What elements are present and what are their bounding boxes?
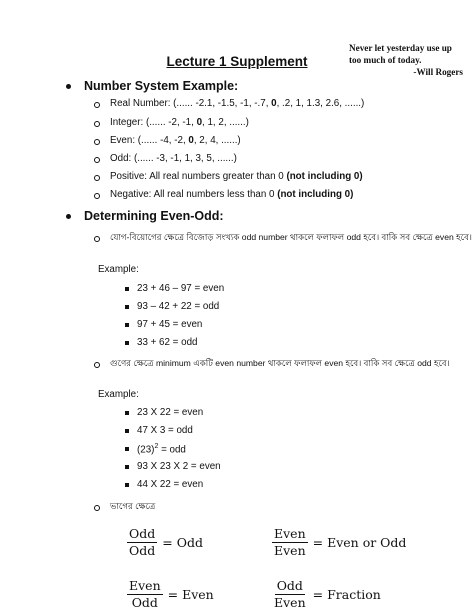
fraction-numerator: Even (129, 578, 161, 593)
bullet-circle (94, 193, 100, 199)
integer-item (110, 117, 249, 128)
addition-rule: যোগ-বিয়োগের ক্ষেত্রে বিজোড় সংখ্যক odd number থাকলে ফলাফল odd হবে। বাকি সব ক্ষেত্রে even হবে। (110, 232, 472, 242)
fraction-denominator: Even (274, 543, 306, 558)
power-base: (23) (137, 444, 155, 456)
example-line: 23 + 46 – 97 = even (137, 283, 225, 294)
power-result: = odd (158, 444, 186, 456)
positive-item (110, 171, 363, 182)
bullet-square (125, 483, 129, 487)
bullet-circle (94, 102, 100, 108)
example-line: 23 X 22 = even (137, 407, 204, 418)
item-text: Integer: (...... -2, -1, (110, 117, 197, 128)
multiplication-rule: গুণের ক্ষেত্রে minimum একটি even number থাকলে ফলাফল even হবে। বাকি সব ক্ষেত্রে odd হবে। (110, 358, 450, 368)
bullet-circle (94, 157, 100, 163)
page-title: Lecture 1 Supplement (166, 54, 308, 69)
item-text: Positive: All real numbers greater than 0 (110, 171, 287, 182)
even-item (110, 135, 241, 146)
bullet-square (125, 287, 129, 291)
item-text: Negative: All real numbers less than 0 (110, 189, 278, 200)
item-text: Even: (...... -4, -2, (110, 135, 189, 146)
fraction-numerator: Odd (276, 578, 303, 593)
bullet-square (125, 447, 129, 451)
fraction-even-odd (127, 579, 214, 610)
item-text: Odd: (...... -3, -1, 1, 3, 5, ......) (110, 153, 237, 164)
item-bold: 0 (271, 98, 277, 109)
fraction-result: = Fraction (312, 587, 381, 602)
example-line: 47 X 3 = odd (137, 425, 193, 436)
fraction-result: = Even or Odd (312, 535, 407, 550)
example-label: Example: (98, 264, 139, 275)
fraction-odd-even (272, 579, 381, 610)
real-number-item (110, 98, 364, 109)
fraction-even-even (272, 527, 406, 558)
example-line: 44 X 22 = even (137, 479, 204, 490)
item-text-end: , .2, 1, 1.3, 2.6, ......) (276, 98, 365, 109)
example-line: 93 – 42 + 22 = odd (137, 301, 220, 312)
item-bold: (not including 0) (286, 171, 363, 182)
item-bold: 0 (196, 117, 203, 128)
bullet-circle (94, 121, 100, 127)
item-bold: 0 (188, 135, 194, 146)
item-text-end: , 1, 2, ......) (202, 117, 249, 128)
fraction-numerator: Odd (129, 526, 156, 541)
fraction-odd-odd (127, 527, 203, 558)
bullet-square (125, 411, 129, 415)
example-line: 33 + 62 = odd (137, 337, 198, 348)
bullet-square (125, 429, 129, 433)
example-line: 93 X 23 X 2 = even (137, 461, 221, 472)
fraction-result: = Even (167, 587, 214, 602)
bullet-circle (94, 362, 100, 368)
bullet-circle (94, 236, 100, 242)
fraction-result: = Odd (162, 535, 203, 550)
bullet-dot (66, 214, 71, 219)
bullet-square (125, 465, 129, 469)
bullet-circle (94, 139, 100, 145)
quote-line-1: Never let yesterday use up (349, 43, 452, 53)
power-example (137, 443, 186, 455)
item-bold: (not including 0) (277, 189, 354, 200)
fraction-denominator: Even (274, 595, 306, 610)
bullet-dot (66, 84, 71, 89)
section-heading: Determining Even-Odd: (84, 209, 224, 223)
bullet-square (125, 341, 129, 345)
section-heading: Number System Example: (84, 79, 239, 93)
bullet-circle (94, 175, 100, 181)
fraction-denominator: Odd (129, 543, 156, 558)
example-line: 97 + 45 = even (137, 319, 203, 330)
bullet-square (125, 323, 129, 327)
quote-author: -Will Rogers (413, 67, 463, 77)
item-text: Real Number: (...... -2.1, -1.5, -1, -.7, (110, 98, 272, 109)
fraction-numerator: Even (274, 526, 306, 541)
negative-item (110, 189, 353, 200)
fraction-denominator: Odd (131, 595, 158, 610)
example-label: Example: (98, 389, 139, 400)
quote-line-2: too much of today. (349, 55, 422, 65)
odd-item (110, 153, 237, 164)
item-text-end: , 2, 4, ......) (193, 135, 241, 146)
bullet-square (125, 305, 129, 309)
division-label: ভাগের ক্ষেত্রে (110, 501, 156, 511)
power-exponent: 2 (154, 443, 159, 450)
bullet-circle (94, 505, 100, 511)
